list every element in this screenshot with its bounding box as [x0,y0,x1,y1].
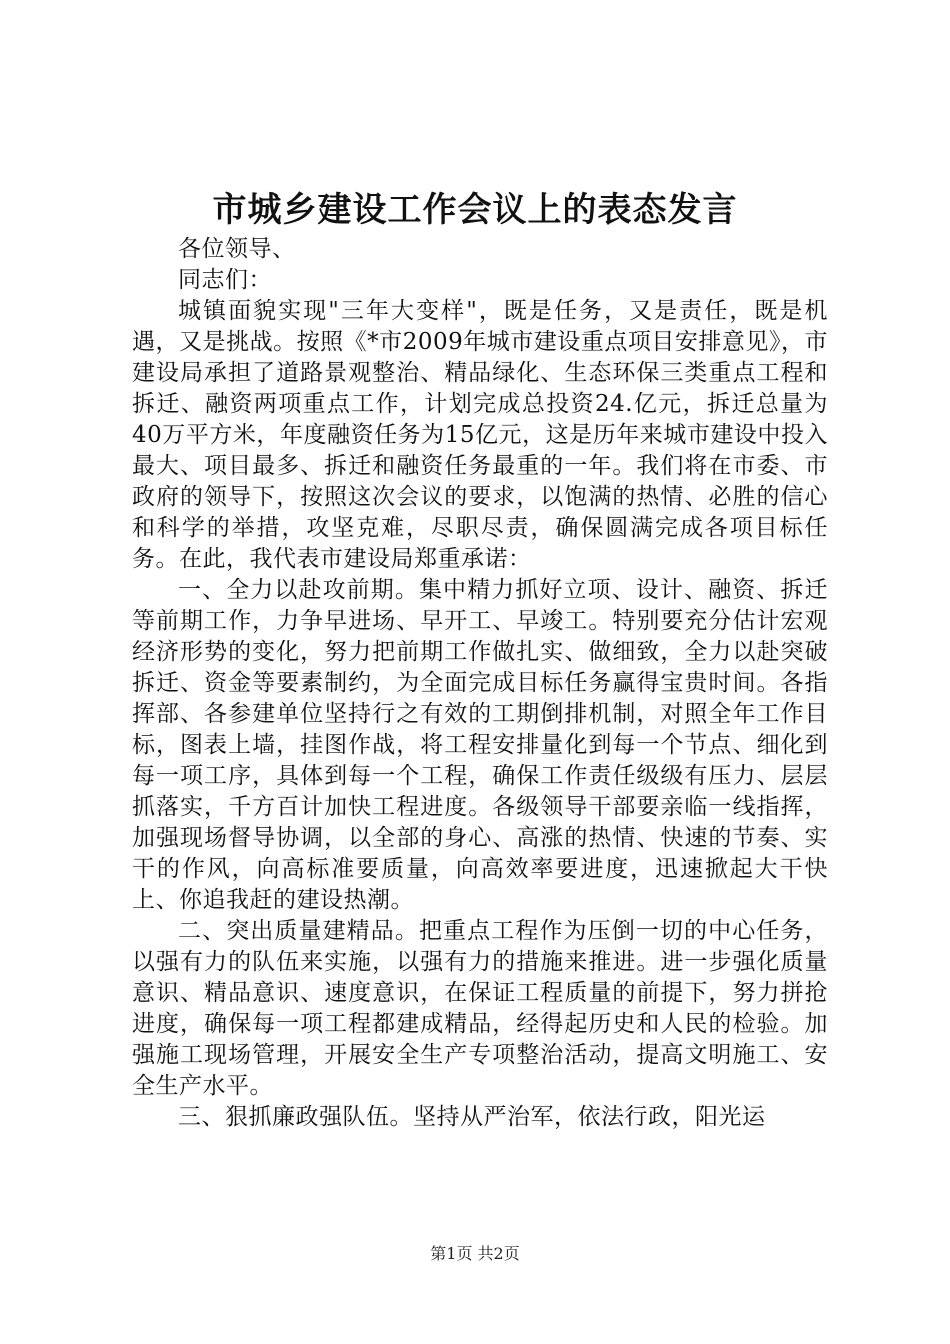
greeting-line: 各位领导、 [178,236,296,262]
document-title: 市城乡建设工作会议上的表态发言 [212,190,738,230]
document-body [132,222,828,1133]
body-paragraph: 一、全力以赴攻前期。集中精力抓好立项、设计、融资、拆迁等前期工作，力争早进场、早开工、早竣工。特别要充分估计宏观经济形势的变化，努力把前期工作做扎实、做细致，全力以赴突破拆迁、资金等要素制约，为全面完成目标任务赢得宝贵时间。各指挥部、各参建单位坚持行之有效的工期倒排机制，对照全年工作目标，图表上墙，挂图作战，将工程安排量化到每一个节点、细化到每一项工序，具体到每一个工程，确保工作责任级级有压力、层层抓落实，千方百计加快工程进度。各级领导干部要亲临一线指挥，加强现场督导协调，以全部的身心、高涨的热情、快速的节奏、实干的作风，向高标准要质量，向高效率要进度，迅速掀起大干快上、你追我赶的建设热潮。 [132,577,828,913]
body-paragraph: 三、狠抓廉政强队伍。坚持从严治军，依法行政，阳光运 [178,1104,766,1130]
greeting-line: 同志们： [178,267,272,293]
body-paragraph: 二、突出质量建精品。把重点工程作为压倒一切的中心任务，以强有力的队伍来实施，以强有力的措施来推进。进一步强化质量意识、精品意识、速度意识，在保证工程质量的前提下，努力拼抢进度，确保每一项工程都建成精品，经得起历史和人民的检验。加强施工现场管理，开展安全生产专项整治活动，提高文明施工、安全生产水平。 [132,918,828,1099]
page-number: 第1页 共2页 [430,1244,520,1263]
body-paragraph: 城镇面貌实现"三年大变样"，既是任务，又是责任，既是机遇，又是挑战。按照《*市2009年城市建设重点项目安排意见》，市建设局承担了道路景观整治、精品绿化、生态环保三类重点工程和拆迁、融资两项重点工作，计划完成总投资24.亿元，拆迁总量为40万平方米，年度融资任务为15亿元，这是历年来城市建设中投入最大、项目最多、拆迁和融资任务最重的一年。我们将在市委、市政府的领导下，按照这次会议的要求，以饱满的热情、必胜的信心和科学的举措，攻坚克难，尽职尽责，确保圆满完成各项目标任务。在此，我代表市建设局郑重承诺： [132,298,828,572]
